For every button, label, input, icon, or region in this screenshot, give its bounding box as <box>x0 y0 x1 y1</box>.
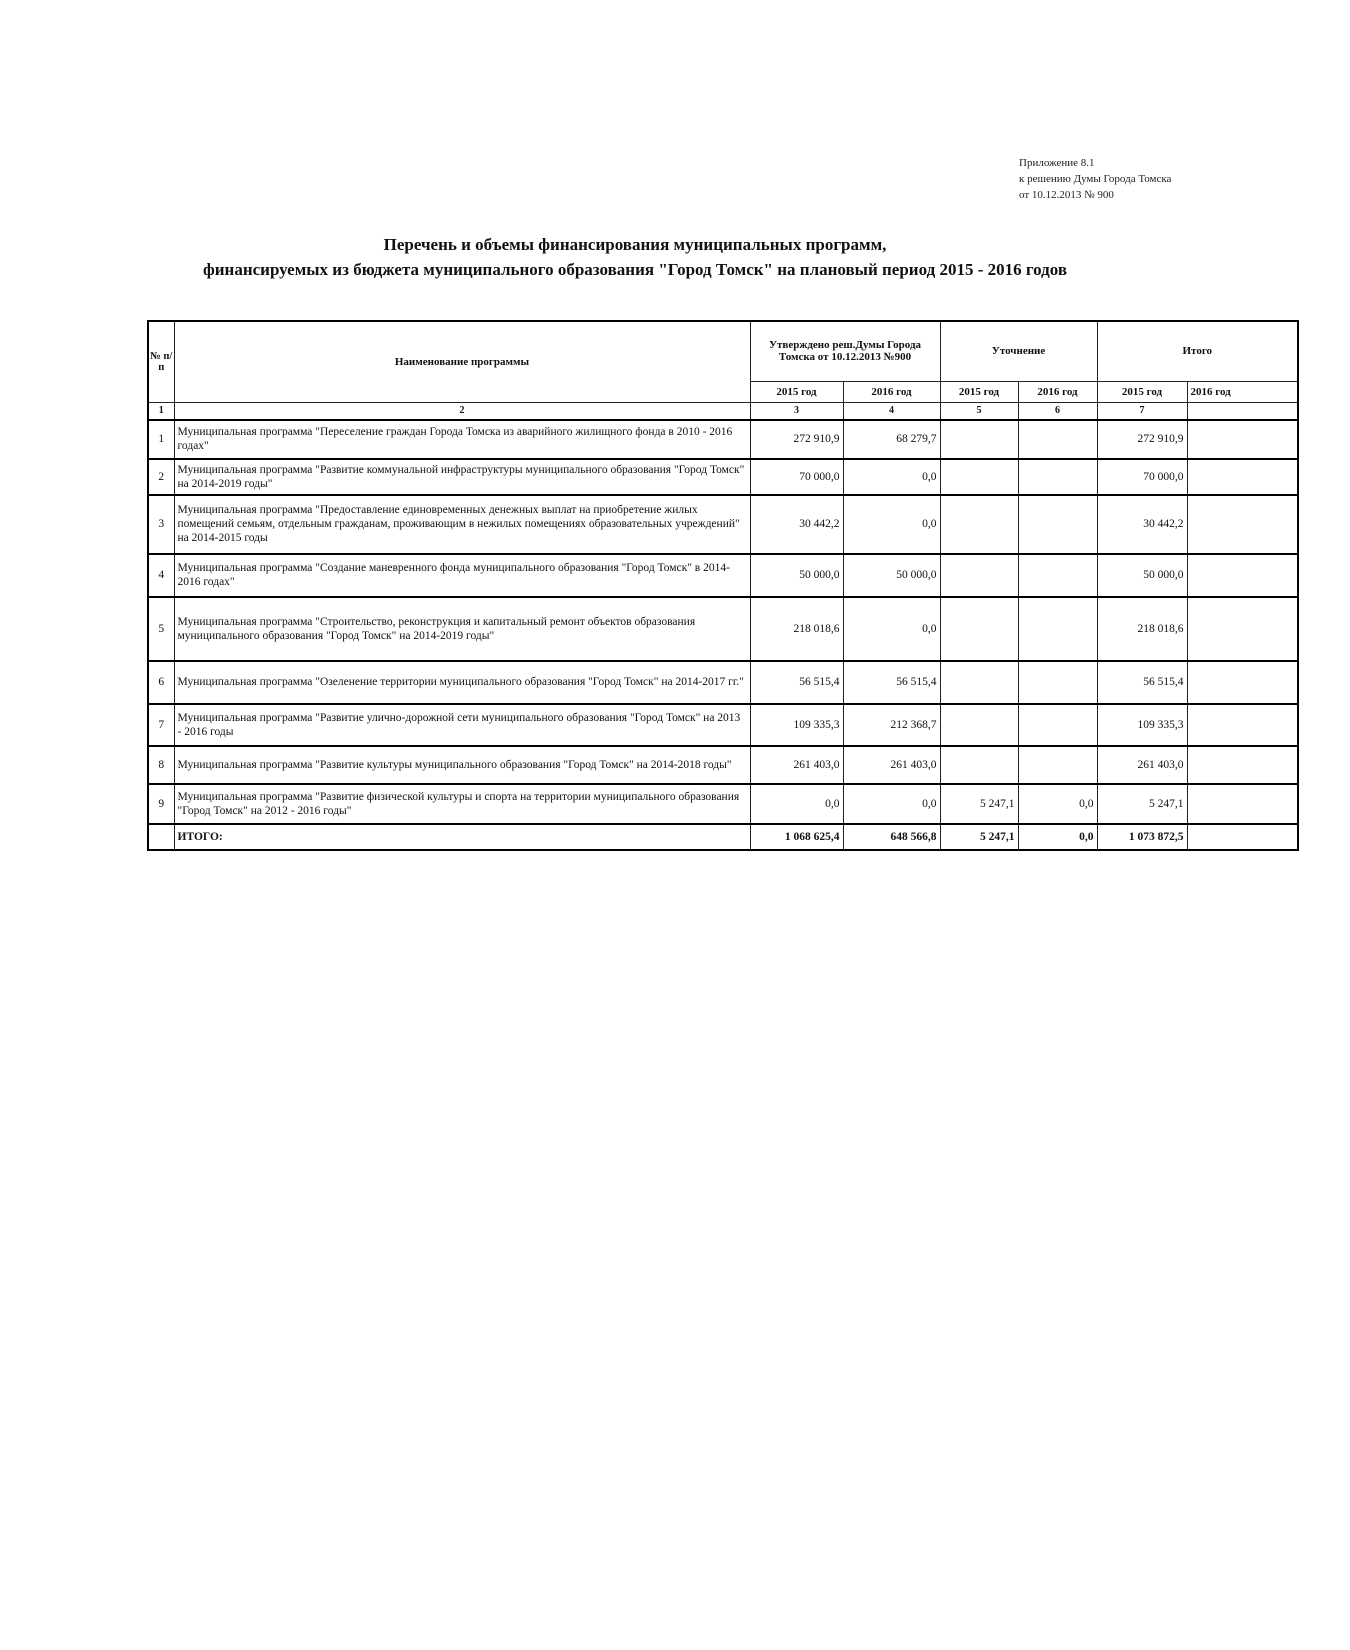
clarification-2015-cell <box>940 420 1018 459</box>
total-2016-cell <box>1187 704 1298 746</box>
total-approved-2016-cell: 648 566,8 <box>843 824 940 850</box>
clarification-2016-cell: 0,0 <box>1018 784 1097 824</box>
table-row <box>148 746 1298 784</box>
row-number-cell: 5 <box>148 597 174 661</box>
clarification-2016-cell <box>1018 420 1097 459</box>
program-name-cell: Муниципальная программа "Развитие улично-дорожной сети муниципального образования "Город Томск" на 2013 - 2016 годы <box>174 704 750 746</box>
program-name-cell: Муниципальная программа "Переселение граждан Города Томска из аварийного жилищного фонда в 2010 - 2016 годах" <box>174 420 750 459</box>
header-approved-2015: 2015 год <box>750 381 843 402</box>
total-label-cell: ИТОГО: <box>174 824 750 850</box>
header-clarification-2015: 2015 год <box>940 381 1018 402</box>
column-index-row <box>148 402 1298 420</box>
programs-table-container <box>147 320 1231 850</box>
approved-2015-cell: 218 018,6 <box>750 597 843 661</box>
program-name-cell: Муниципальная программа "Развитие коммунальной инфраструктуры муниципального образования "Город Томск" на 2014-2019 годы" <box>174 459 750 495</box>
clarification-2015-cell <box>940 746 1018 784</box>
row-number-cell: 9 <box>148 784 174 824</box>
header-total-2015: 2015 год <box>1097 381 1187 402</box>
total-2015-cell: 70 000,0 <box>1097 459 1187 495</box>
approved-2015-cell: 56 515,4 <box>750 661 843 704</box>
total-2015-cell: 56 515,4 <box>1097 661 1187 704</box>
program-name-cell: Муниципальная программа "Развитие культуры муниципального образования "Город Томск" на 2014-2018 годы" <box>174 746 750 784</box>
total-2015-cell: 261 403,0 <box>1097 746 1187 784</box>
total-2016-cell <box>1187 420 1298 459</box>
header-approved-2016: 2016 год <box>843 381 940 402</box>
appendix-line-2: к решению Думы Города Томска <box>1019 173 1172 185</box>
total-2016-cell <box>1187 495 1298 554</box>
clarification-2016-cell <box>1018 554 1097 597</box>
row-number-cell: 2 <box>148 459 174 495</box>
row-number-cell: 8 <box>148 746 174 784</box>
document-title-line-2: финансируемых из бюджета муниципального образования "Город Томск" на плановый период 2015 - 2016 годов <box>202 260 1068 279</box>
row-number-cell: 4 <box>148 554 174 597</box>
table-row <box>148 554 1298 597</box>
column-index: 1 <box>148 402 174 420</box>
approved-2016-cell: 0,0 <box>843 597 940 661</box>
clarification-2015-cell <box>940 704 1018 746</box>
total-2016-cell <box>1187 554 1298 597</box>
approved-2015-cell: 0,0 <box>750 784 843 824</box>
total-2016-cell <box>1187 746 1298 784</box>
approved-2016-cell: 0,0 <box>843 784 940 824</box>
header-total: Итого <box>1097 321 1298 381</box>
total-approved-2015-cell: 1 068 625,4 <box>750 824 843 850</box>
approved-2015-cell: 261 403,0 <box>750 746 843 784</box>
row-number-cell: 1 <box>148 420 174 459</box>
appendix-line-3: от 10.12.2013 № 900 <box>1019 189 1114 201</box>
header-number: № п/ п <box>148 321 174 402</box>
total-number-cell <box>148 824 174 850</box>
approved-2016-cell: 56 515,4 <box>843 661 940 704</box>
header-clarification: Уточнение <box>940 321 1097 381</box>
total-row <box>148 824 1298 850</box>
total-2015-cell: 109 335,3 <box>1097 704 1187 746</box>
column-index: 4 <box>843 402 940 420</box>
appendix-note <box>1019 155 1171 203</box>
row-number-cell: 3 <box>148 495 174 554</box>
table-row <box>148 459 1298 495</box>
header-program-name: Наименование программы <box>174 321 750 402</box>
approved-2015-cell: 50 000,0 <box>750 554 843 597</box>
approved-2015-cell: 30 442,2 <box>750 495 843 554</box>
approved-2016-cell: 0,0 <box>843 495 940 554</box>
total-2015-cell: 5 247,1 <box>1097 784 1187 824</box>
clarification-2016-cell <box>1018 459 1097 495</box>
total-clarification-2015-cell: 5 247,1 <box>940 824 1018 850</box>
total-total-2015-cell: 1 073 872,5 <box>1097 824 1187 850</box>
column-index: 7 <box>1097 402 1187 420</box>
clarification-2015-cell <box>940 661 1018 704</box>
clarification-2015-cell <box>940 459 1018 495</box>
approved-2015-cell: 70 000,0 <box>750 459 843 495</box>
program-name-cell: Муниципальная программа "Развитие физической культуры и спорта на территории муниципального образования "Город Томск" на 2012 - 2016 годы" <box>174 784 750 824</box>
program-name-cell: Муниципальная программа "Озеленение территории муниципального образования "Город Томск" на 2014-2017 гг." <box>174 661 750 704</box>
approved-2016-cell: 50 000,0 <box>843 554 940 597</box>
total-2016-cell <box>1187 597 1298 661</box>
column-index: 5 <box>940 402 1018 420</box>
total-2015-cell: 30 442,2 <box>1097 495 1187 554</box>
document-title-line-1: Перечень и объемы финансирования муниципальных программ, <box>383 235 887 254</box>
table-row <box>148 661 1298 704</box>
total-2015-cell: 272 910,9 <box>1097 420 1187 459</box>
clarification-2015-cell <box>940 597 1018 661</box>
appendix-line-1: Приложение 8.1 <box>1019 157 1095 169</box>
clarification-2016-cell <box>1018 661 1097 704</box>
table-row <box>148 597 1298 661</box>
program-name-cell: Муниципальная программа "Создание маневренного фонда муниципального образования "Город Томск" в 2014-2016 годах" <box>174 554 750 597</box>
column-index: 2 <box>174 402 750 420</box>
clarification-2016-cell <box>1018 597 1097 661</box>
approved-2016-cell: 261 403,0 <box>843 746 940 784</box>
header-approved: Утверждено реш.Думы Города Томска от 10.12.2013 №900 <box>750 321 940 381</box>
approved-2016-cell: 68 279,7 <box>843 420 940 459</box>
column-index: 6 <box>1018 402 1097 420</box>
column-index: 3 <box>750 402 843 420</box>
clarification-2016-cell <box>1018 704 1097 746</box>
approved-2016-cell: 0,0 <box>843 459 940 495</box>
column-index <box>1187 402 1298 420</box>
header-clarification-2016: 2016 год <box>1018 381 1097 402</box>
total-2016-cell <box>1187 459 1298 495</box>
clarification-2015-cell <box>940 495 1018 554</box>
approved-2016-cell: 212 368,7 <box>843 704 940 746</box>
total-total-2016-cell <box>1187 824 1298 850</box>
approved-2015-cell: 272 910,9 <box>750 420 843 459</box>
total-2016-cell <box>1187 661 1298 704</box>
approved-2015-cell: 109 335,3 <box>750 704 843 746</box>
total-2015-cell: 218 018,6 <box>1097 597 1187 661</box>
programs-table <box>147 320 1299 851</box>
clarification-2016-cell <box>1018 746 1097 784</box>
total-2016-cell <box>1187 784 1298 824</box>
clarification-2016-cell <box>1018 495 1097 554</box>
table-row <box>148 784 1298 824</box>
program-name-cell: Муниципальная программа "Строительство, реконструкция и капитальный ремонт объектов образования муниципального образования "Город Томск" на 2014-2019 годы" <box>174 597 750 661</box>
header-total-2016: 2016 год <box>1187 381 1298 402</box>
program-name-cell: Муниципальная программа "Предоставление единовременных денежных выплат на приобретение жилых помещений семьям, отдельным гражданам, проживающим в нежилых помещениях образовательных учреждений" на 2014-2015 годы <box>174 495 750 554</box>
clarification-2015-cell <box>940 554 1018 597</box>
row-number-cell: 6 <box>148 661 174 704</box>
clarification-2015-cell: 5 247,1 <box>940 784 1018 824</box>
table-row <box>148 420 1298 459</box>
table-row <box>148 704 1298 746</box>
table-row <box>148 495 1298 554</box>
row-number-cell: 7 <box>148 704 174 746</box>
total-2015-cell: 50 000,0 <box>1097 554 1187 597</box>
total-clarification-2016-cell: 0,0 <box>1018 824 1097 850</box>
